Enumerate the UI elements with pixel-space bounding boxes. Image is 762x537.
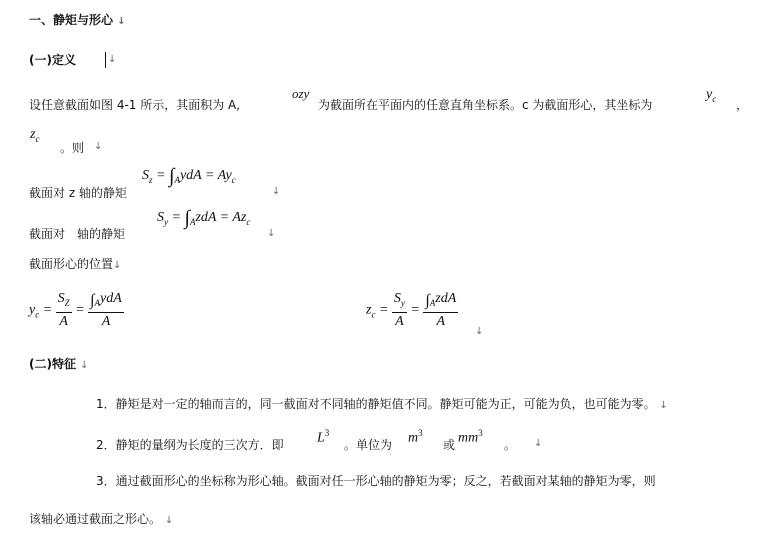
dimension-symbol: $L^3$ — [317, 428, 330, 446]
feature-item-3-continuation: 该轴必通过截面之形心。 ↓ — [29, 512, 174, 526]
unit-mm3: $mm^3$ — [458, 428, 483, 446]
centroid-y-formula: $y_c$ = $\frac{S_Z}{A}$ = $\frac{\int_AydA}{A}$ — [29, 291, 122, 329]
paragraph-text: 设任意截面如图 4-1 所示，其面积为 A, — [29, 98, 241, 112]
section-heading — [29, 11, 126, 28]
static-moment-y-formula: $S_y = \int_AzdA = Az_c$ — [157, 207, 251, 229]
paragraph-mark-icon: ↓ — [80, 360, 89, 371]
centroid-z-coordinate: $z_c$ — [30, 127, 40, 144]
definition-title — [29, 51, 76, 68]
paragraph-text: 。则 — [60, 141, 85, 155]
centroid-z-formula: $z_c$ = $\frac{S_y}{A}$ = $\frac{\int_AzdA}{A}$ — [366, 291, 457, 329]
paragraph-mark-icon: ↓ — [113, 260, 122, 271]
centroid-y-coordinate: $y_c$ — [706, 87, 717, 104]
paragraph-mark-icon: ↓ — [94, 141, 103, 152]
centroid-position-label: 截面形心的位置↓ — [29, 257, 122, 271]
paragraph-text: 为截面所在平面内的任意直角坐标系。c 为截面形心，其坐标为 — [318, 98, 653, 112]
unit-m3: $m^3$ — [408, 428, 423, 446]
feature-item-2-text: 或 — [443, 438, 456, 452]
feature-item-1: 1．静矩是对一定的轴而言的，同一截面对不同轴的静矩值不同。静矩可能为正，可能为负，也可能为零。 ↓ — [96, 397, 668, 411]
paragraph-mark-icon: ↓ — [659, 400, 668, 411]
feature-item-2-text: 。单位为 — [344, 438, 393, 452]
paragraph-mark-icon: ↓ — [117, 16, 126, 27]
definition-title-text: (一)定义 — [29, 53, 76, 67]
section-heading-text: 一、静矩与形心 — [29, 13, 114, 27]
static-moment-y-label: 截面对 轴的静矩 — [29, 227, 126, 241]
comma-text: ， — [736, 98, 749, 112]
paragraph-mark-icon: ↓ — [108, 54, 117, 65]
static-moment-z-formula: $S_z = \int_AydA = Ay_c$ — [142, 165, 236, 187]
paragraph-mark-icon: ↓ — [164, 515, 174, 526]
paragraph-mark-icon: ↓ — [272, 186, 281, 197]
feature-item-2-text: 2．静矩的量纲为长度的三次方．即 — [96, 438, 284, 452]
feature-item-2-text: 。 — [504, 438, 517, 452]
features-title: (二)特征 ↓ — [29, 357, 89, 371]
definition-paragraph — [29, 96, 240, 113]
text-cursor — [105, 52, 106, 68]
coordinate-system-symbol: ozy — [292, 86, 310, 101]
paragraph-mark-icon: ↓ — [534, 438, 543, 449]
feature-item-3-text: 3．通过截面形心的坐标称为形心轴。截面对任一形心轴的静矩为零；反之，若截面对某轴的静矩为零，则 — [96, 474, 656, 488]
static-moment-z-label: 截面对 z 轴的静矩 — [29, 186, 127, 200]
paragraph-mark-icon: ↓ — [267, 228, 276, 239]
paragraph-mark-icon: ↓ — [475, 326, 484, 337]
